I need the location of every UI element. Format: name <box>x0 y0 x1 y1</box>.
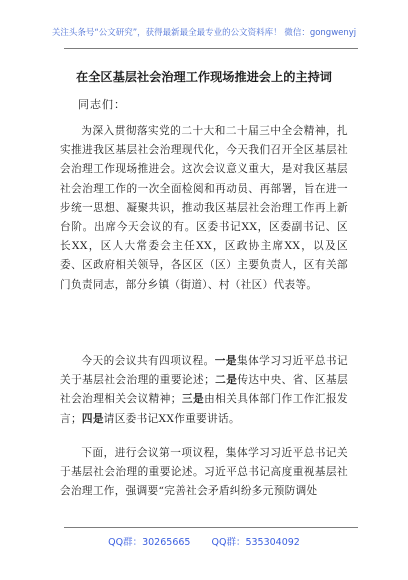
paragraph-agenda <box>60 352 348 429</box>
footer <box>0 534 408 548</box>
header-divider <box>64 48 358 49</box>
footer-qq-group-1: QQ群：30265665 <box>108 537 191 548</box>
agenda-item2-label: 二是 <box>215 374 238 387</box>
paragraph-intro-text: 为深入贯彻落实党的二十大和二十届三中全会精神，扎实推进我区基层社会治理现代化，今天我们召开全区基层社会治理工作现场推进会。这次会议意义重大，是对我区基层社会治理工作的一次全面检阅和再动员、再部署，旨在进一步统一思想、凝聚共识，推动我区基层社会治理工作再上新台阶。出席今天会议的有。区委书记XX，区委副书记、区长XX，区人大常委会主任XX，区政协主席XX，以及区委、区政府相关领导，各区区（区）主要负责人，区有关部门负责同志，部分乡镇（街道）、村（社区）代表等。 <box>60 125 348 291</box>
paragraph-intro <box>60 122 348 295</box>
agenda-item1: 集体学习习近平总书记关于基层社会治理的重要论述； <box>60 355 348 387</box>
agenda-item4: 请区委书记XX作重要讲话。 <box>103 412 240 425</box>
agenda-item4-label: 四是 <box>81 412 104 425</box>
greeting: 同志们： <box>78 98 126 111</box>
agenda-item3-label: 三是 <box>181 393 205 406</box>
paragraph-first-item <box>60 444 348 502</box>
agenda-item2: 传达中央、省、区基层社会治理相关会议精神； <box>60 374 349 406</box>
header-banner: 关注头条号“公文研究”，获得最新最全最专业的公文资料库！ 微信：gongwenyj <box>51 28 357 38</box>
agenda-intro: 今天的会议共有四项议程。 <box>81 355 215 367</box>
footer-qq-group-2: QQ群：535304092 <box>211 537 300 548</box>
footer-divider <box>64 527 358 528</box>
agenda-item1-label: 一是 <box>214 355 237 367</box>
document-title: 在全区基层社会治理工作现场推进会上的主持词 <box>76 70 332 84</box>
paragraph-first-item-text: 下面，进行会议第一项议程，集体学习习近平总书记关于基层社会治理的重要论述。习近平总书记高度重视基层社会治理工作，强调要“完善社会矛盾纠纷多元预防调处 <box>60 447 348 498</box>
agenda-item3: 由相关具体部门作工作汇报发言； <box>60 393 348 425</box>
